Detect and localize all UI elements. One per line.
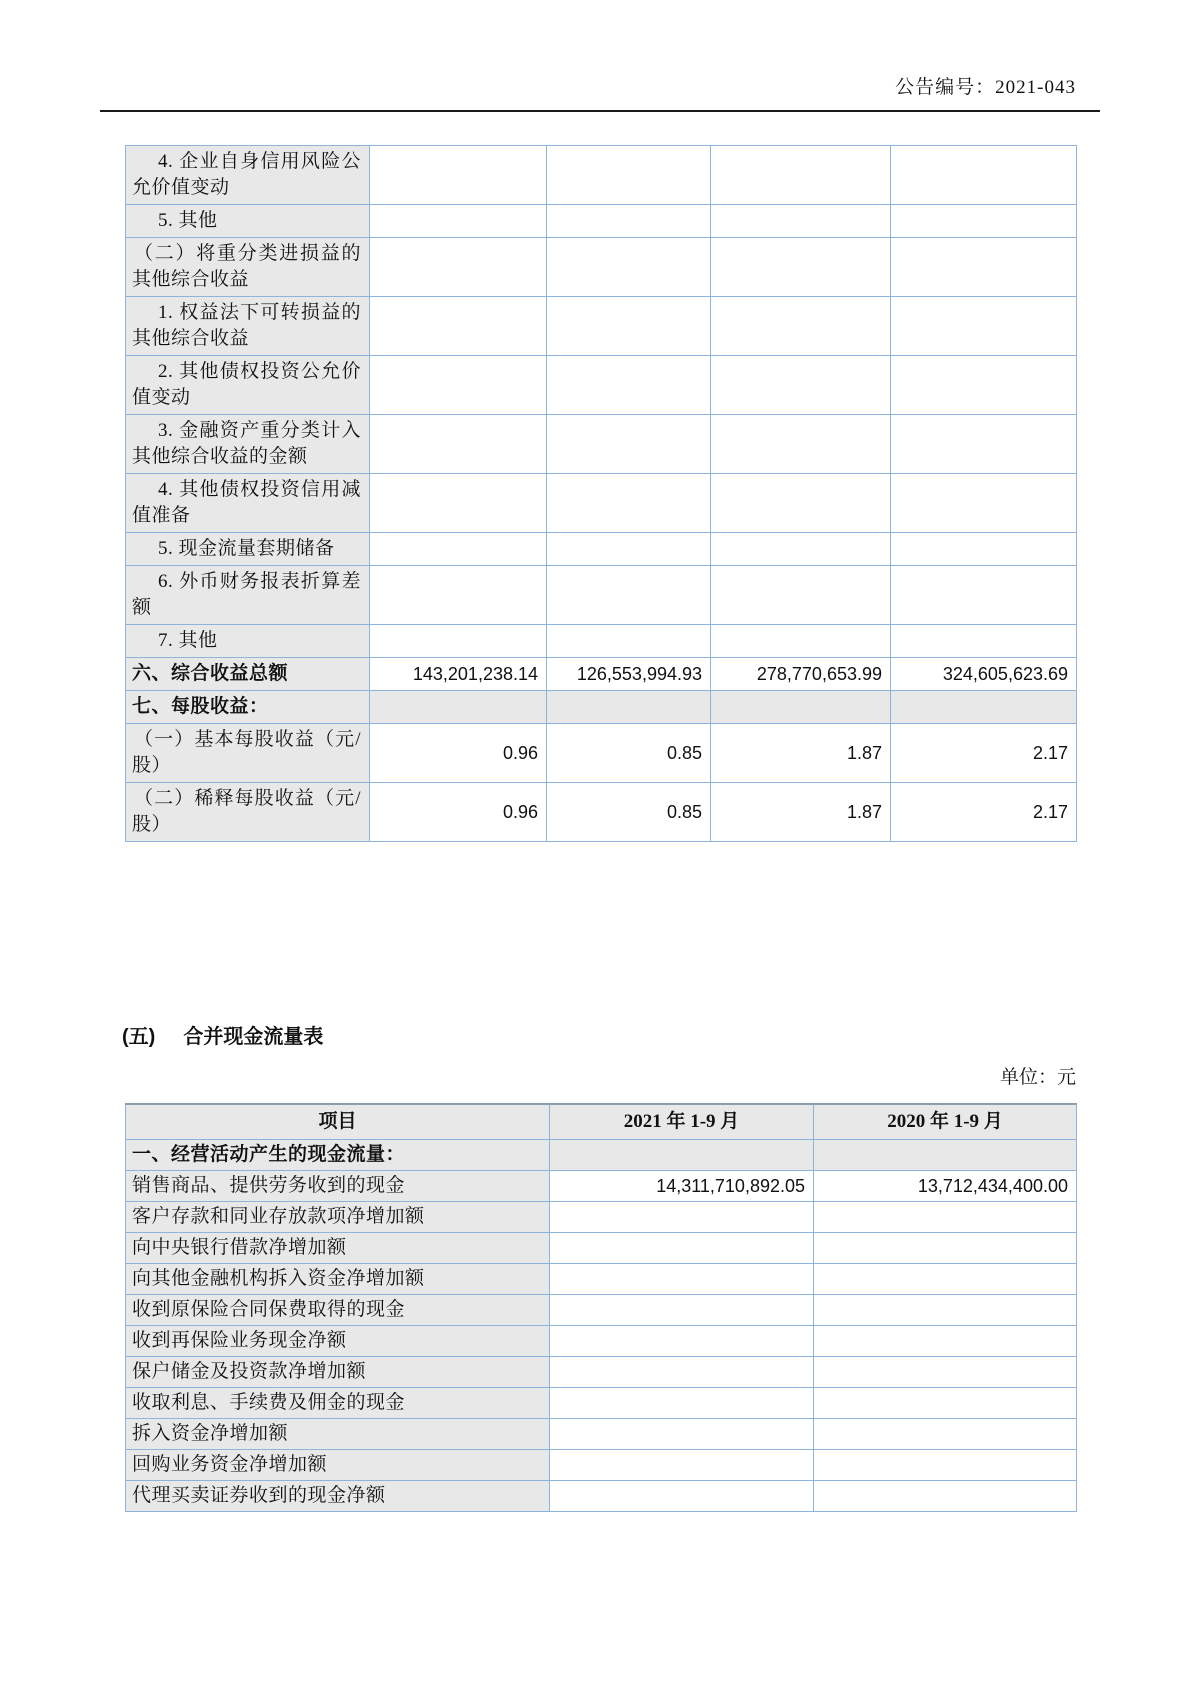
table-row bbox=[126, 356, 1077, 415]
value-cell bbox=[711, 566, 891, 625]
value-cell bbox=[891, 625, 1077, 658]
unit-label: 单位：元 bbox=[999, 1067, 1076, 1088]
row-label: 5. 其他 bbox=[126, 205, 370, 238]
value-cell bbox=[547, 356, 711, 415]
value-cell bbox=[370, 146, 547, 205]
value-cell bbox=[891, 238, 1077, 297]
table-row bbox=[126, 625, 1077, 658]
row-label: 一、经营活动产生的现金流量： bbox=[126, 1140, 550, 1171]
value-cell bbox=[814, 1140, 1077, 1171]
value-cell bbox=[711, 691, 891, 724]
value-cell: 278,770,653.99 bbox=[711, 658, 891, 691]
row-label: 收到原保险合同保费取得的现金 bbox=[126, 1295, 550, 1326]
row-label: 收到再保险业务现金净额 bbox=[126, 1326, 550, 1357]
table-row bbox=[126, 238, 1077, 297]
value-cell bbox=[547, 238, 711, 297]
value-cell bbox=[550, 1140, 814, 1171]
column-header: 2021 年 1-9 月 bbox=[550, 1104, 814, 1140]
row-label: 代理买卖证券收到的现金净额 bbox=[126, 1481, 550, 1512]
row-label: 七、每股收益： bbox=[126, 691, 370, 724]
section-number: (五) bbox=[122, 1026, 156, 1048]
value-cell bbox=[711, 146, 891, 205]
row-label: 收取利息、手续费及佣金的现金 bbox=[126, 1388, 550, 1419]
value-cell bbox=[550, 1481, 814, 1512]
value-cell bbox=[711, 533, 891, 566]
row-label: 保户储金及投资款净增加额 bbox=[126, 1357, 550, 1388]
value-cell: 2.17 bbox=[891, 724, 1077, 783]
value-cell bbox=[550, 1419, 814, 1450]
value-cell bbox=[891, 205, 1077, 238]
value-cell bbox=[814, 1233, 1077, 1264]
value-cell: 2.17 bbox=[891, 783, 1077, 842]
row-label: 客户存款和同业存放款项净增加额 bbox=[126, 1202, 550, 1233]
table-row bbox=[126, 658, 1077, 691]
value-cell bbox=[370, 533, 547, 566]
value-cell bbox=[370, 205, 547, 238]
value-cell bbox=[891, 566, 1077, 625]
value-cell bbox=[814, 1419, 1077, 1450]
value-cell bbox=[550, 1357, 814, 1388]
section-title: 合并现金流量表 bbox=[183, 1026, 324, 1048]
table-row bbox=[126, 724, 1077, 783]
table-row bbox=[126, 1171, 1077, 1202]
value-cell bbox=[547, 533, 711, 566]
row-label: 5. 现金流量套期储备 bbox=[126, 533, 370, 566]
cashflow-table-body bbox=[126, 1140, 1077, 1512]
value-cell bbox=[550, 1326, 814, 1357]
table-row bbox=[126, 146, 1077, 205]
table-row bbox=[126, 415, 1077, 474]
row-label: 向其他金融机构拆入资金净增加额 bbox=[126, 1264, 550, 1295]
value-cell: 14,311,710,892.05 bbox=[550, 1171, 814, 1202]
cashflow-table bbox=[125, 1103, 1077, 1512]
row-label: 3. 金融资产重分类计入其他综合收益的金额 bbox=[126, 415, 370, 474]
value-cell bbox=[547, 205, 711, 238]
value-cell bbox=[814, 1202, 1077, 1233]
row-label: 6. 外币财务报表折算差额 bbox=[126, 566, 370, 625]
row-label: 销售商品、提供劳务收到的现金 bbox=[126, 1171, 550, 1202]
value-cell bbox=[891, 415, 1077, 474]
table-row bbox=[126, 783, 1077, 842]
table-row bbox=[126, 1388, 1077, 1419]
value-cell bbox=[711, 625, 891, 658]
value-cell bbox=[550, 1388, 814, 1419]
value-cell bbox=[550, 1450, 814, 1481]
value-cell: 0.96 bbox=[370, 783, 547, 842]
value-cell bbox=[370, 474, 547, 533]
value-cell bbox=[891, 356, 1077, 415]
value-cell bbox=[547, 691, 711, 724]
value-cell bbox=[547, 625, 711, 658]
table-row bbox=[126, 1295, 1077, 1326]
table-row bbox=[126, 297, 1077, 356]
value-cell bbox=[814, 1481, 1077, 1512]
table-row bbox=[126, 1326, 1077, 1357]
row-label: 4. 企业自身信用风险公允价值变动 bbox=[126, 146, 370, 205]
row-label: 7. 其他 bbox=[126, 625, 370, 658]
value-cell bbox=[891, 533, 1077, 566]
row-label: （二）将重分类进损益的其他综合收益 bbox=[126, 238, 370, 297]
value-cell bbox=[547, 566, 711, 625]
row-label: 回购业务资金净增加额 bbox=[126, 1450, 550, 1481]
value-cell bbox=[891, 474, 1077, 533]
value-cell bbox=[711, 474, 891, 533]
value-cell bbox=[370, 691, 547, 724]
table-row bbox=[126, 205, 1077, 238]
value-cell: 143,201,238.14 bbox=[370, 658, 547, 691]
value-cell bbox=[547, 146, 711, 205]
value-cell bbox=[550, 1264, 814, 1295]
value-cell: 324,605,623.69 bbox=[891, 658, 1077, 691]
value-cell bbox=[814, 1264, 1077, 1295]
value-cell bbox=[370, 297, 547, 356]
value-cell bbox=[550, 1295, 814, 1326]
value-cell bbox=[550, 1233, 814, 1264]
value-cell bbox=[814, 1357, 1077, 1388]
value-cell: 126,553,994.93 bbox=[547, 658, 711, 691]
row-label: 1. 权益法下可转损益的其他综合收益 bbox=[126, 297, 370, 356]
value-cell: 0.85 bbox=[547, 783, 711, 842]
row-label: 六、综合收益总额 bbox=[126, 658, 370, 691]
value-cell bbox=[550, 1202, 814, 1233]
value-cell: 13,712,434,400.00 bbox=[814, 1171, 1077, 1202]
value-cell bbox=[370, 356, 547, 415]
value-cell bbox=[814, 1326, 1077, 1357]
value-cell bbox=[547, 474, 711, 533]
comprehensive-income-table bbox=[125, 145, 1077, 842]
table-row bbox=[126, 566, 1077, 625]
column-header: 2020 年 1-9 月 bbox=[814, 1104, 1077, 1140]
value-cell: 0.85 bbox=[547, 724, 711, 783]
section-heading bbox=[122, 1020, 323, 1049]
table-row bbox=[126, 1140, 1077, 1171]
row-label: 向中央银行借款净增加额 bbox=[126, 1233, 550, 1264]
table-row bbox=[126, 1202, 1077, 1233]
value-cell: 1.87 bbox=[711, 724, 891, 783]
value-cell: 1.87 bbox=[711, 783, 891, 842]
header-divider bbox=[100, 110, 1100, 112]
table-row bbox=[126, 1481, 1077, 1512]
value-cell bbox=[711, 205, 891, 238]
value-cell bbox=[547, 415, 711, 474]
row-label: （二）稀释每股收益（元/股） bbox=[126, 783, 370, 842]
value-cell bbox=[547, 297, 711, 356]
table-row bbox=[126, 1264, 1077, 1295]
table-row bbox=[126, 1450, 1077, 1481]
value-cell bbox=[370, 415, 547, 474]
row-label: （一）基本每股收益（元/股） bbox=[126, 724, 370, 783]
table-row bbox=[126, 1357, 1077, 1388]
value-cell bbox=[814, 1388, 1077, 1419]
value-cell bbox=[370, 566, 547, 625]
value-cell bbox=[814, 1295, 1077, 1326]
value-cell bbox=[711, 297, 891, 356]
table-row bbox=[126, 474, 1077, 533]
value-cell bbox=[891, 146, 1077, 205]
table-row bbox=[126, 533, 1077, 566]
value-cell bbox=[370, 625, 547, 658]
table-row bbox=[126, 1233, 1077, 1264]
value-cell bbox=[891, 297, 1077, 356]
value-cell bbox=[711, 356, 891, 415]
value-cell bbox=[891, 691, 1077, 724]
value-cell bbox=[814, 1450, 1077, 1481]
row-label: 4. 其他债权投资信用减值准备 bbox=[126, 474, 370, 533]
announcement-number: 公告编号：2021-043 bbox=[895, 77, 1076, 98]
value-cell bbox=[711, 238, 891, 297]
value-cell: 0.96 bbox=[370, 724, 547, 783]
column-header: 项目 bbox=[126, 1104, 550, 1140]
income-table-body bbox=[126, 146, 1077, 842]
row-label: 2. 其他债权投资公允价值变动 bbox=[126, 356, 370, 415]
value-cell bbox=[711, 415, 891, 474]
value-cell bbox=[370, 238, 547, 297]
row-label: 拆入资金净增加额 bbox=[126, 1419, 550, 1450]
cashflow-header-row bbox=[126, 1104, 1077, 1140]
table-row bbox=[126, 1419, 1077, 1450]
table-row bbox=[126, 691, 1077, 724]
